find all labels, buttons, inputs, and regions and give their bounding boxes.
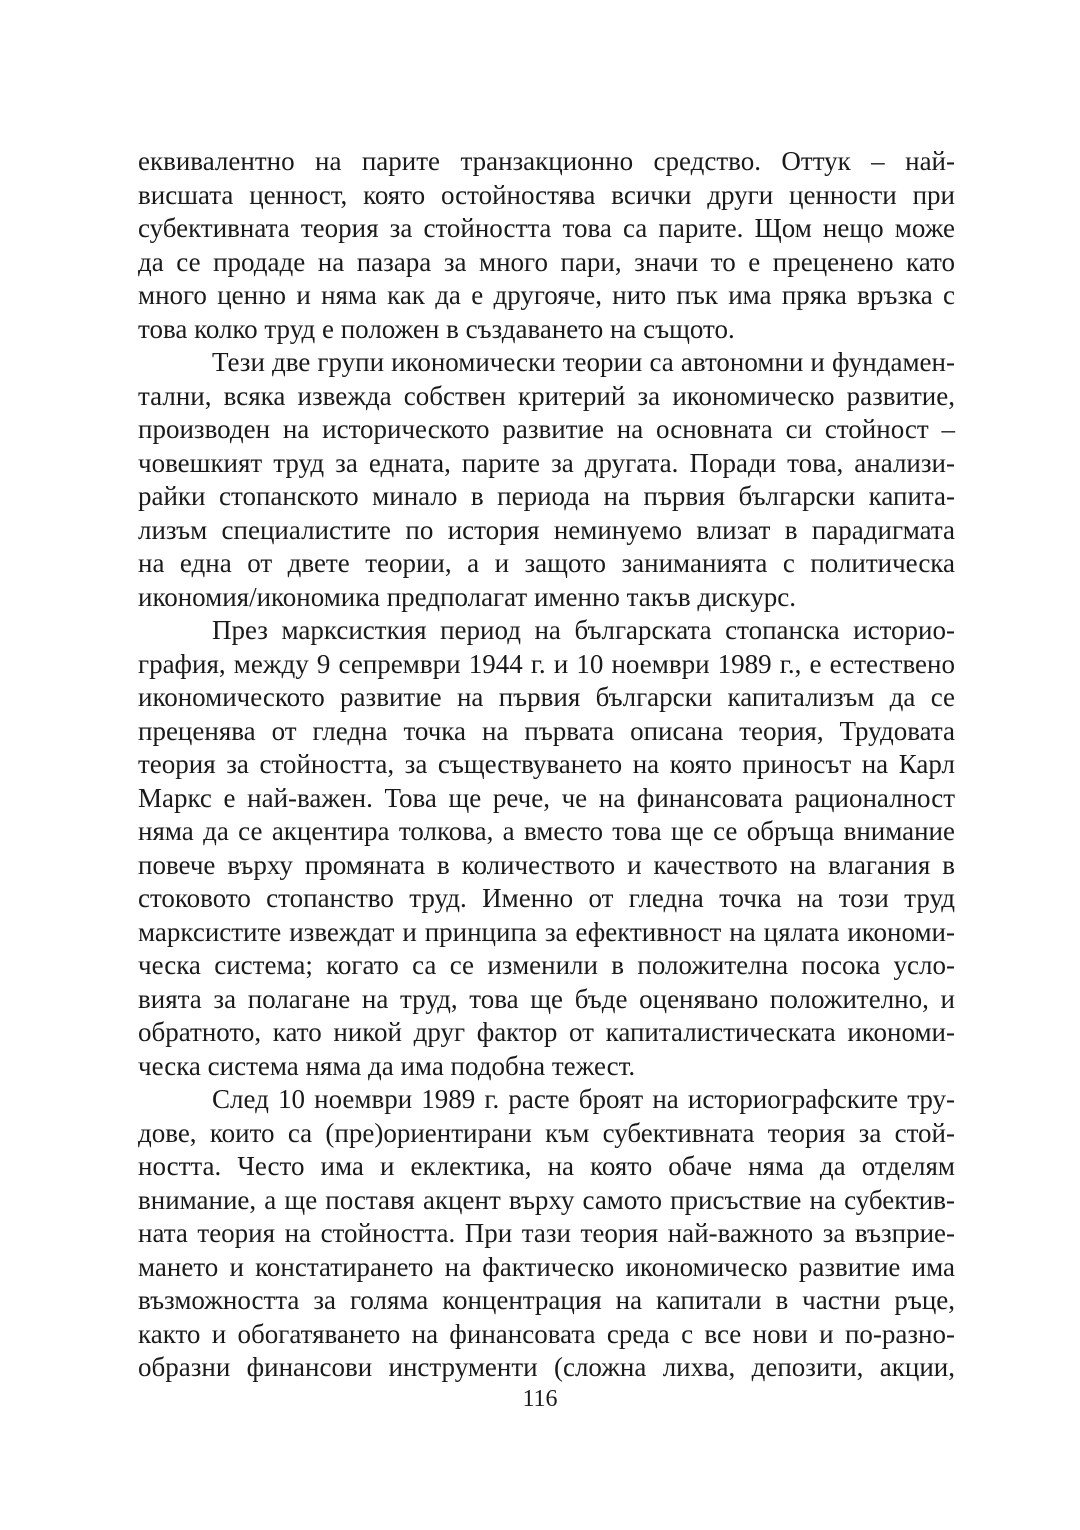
text-line: марксистите извеждат и принципа за ефективност на цялата икономи- [138,916,955,947]
text-line: висшата ценност, която остойностява всички други ценности при [138,179,955,210]
paragraph-4 [138,1083,955,1385]
text-line: графия, между 9 сепрември 1944 г. и 10 ноември 1989 г., е естествено [138,648,955,679]
text-line: субективната теория за стойността това са парите. Щом нещо може [138,213,955,243]
text-line: мането и констатирането на фактическо икономическо развитие има [138,1251,955,1282]
text-line: стоковото стопанство труд. Именно от гледна точка на този труд [138,883,955,913]
text-line: ческа система няма да има подобна тежест. [138,1050,636,1081]
text-line: ната теория на стойността. При тази теория най-важното за възприе- [138,1218,955,1248]
text-line: производен на историческото развитие на основната си стойност – [138,414,955,444]
text-line: обратното, като никой друг фактор от капиталистическата икономи- [138,1017,955,1047]
body-text [138,145,955,1385]
text-line: Тези две групи икономически теории са автономни и фундамен- [212,347,955,377]
text-line: внимание, а ще поставя акцент върху самото присъствие на субектив- [138,1184,955,1215]
text-line: няма да се акцентира толкова, а вместо това ще се обръща внимание [138,816,955,846]
paragraph-2 [138,346,955,614]
text-line: повече върху промяната в количеството и качеството на влагания в [138,849,955,880]
text-line: преценява от гледна точка на първата описана теория, Трудовата [138,715,955,746]
text-line: ческа система; когато са се изменили в положителна посока усло- [138,950,955,980]
text-line: на една от двете теории, а и защото заниманията с политическа [138,548,955,578]
paragraph-1 [138,145,955,346]
text-line: Маркс е най-важен. Това ще рече, че на финансовата рационалност [138,782,955,813]
text-line: райки стопанското минало в периода на първия български капита- [138,481,955,511]
text-line: това колко труд е положен в създаването на същото. [138,313,735,344]
text-line: образни финансови инструменти (сложна лихва, депозити, акции, [138,1352,955,1382]
text-line: лизъм специалистите по история неминуемо влизат в парадигмата [138,514,955,545]
paragraph-3 [138,614,955,1083]
text-line: възможността за голяма концентрация на капитали в частни ръце, [138,1285,955,1315]
text-line: икономия/икономика предполагат именно такъв дискурс. [138,581,796,612]
text-line: както и обогатяването на финансовата среда с все нови и по-разно- [138,1318,955,1349]
text-line: теория за стойността, за съществуването на която приносът на Карл [138,749,955,779]
text-line: вията за полагане на труд, това ще бъде оценявано положително, и [138,983,955,1014]
text-line: да се продаде на пазара за много пари, значи то е преценено като [138,246,955,277]
text-line: ността. Често има и еклектика, на която обаче няма да отделям [138,1151,955,1181]
text-line: много ценно и няма как да е другояче, нито пък има пряка връзка с [138,280,955,310]
page-number: 116 [522,1386,558,1412]
text-line: тални, всяка извежда собствен критерий за икономическо развитие, [138,380,955,411]
text-line: човешкият труд за едната, парите за другата. Поради това, анализи- [138,447,955,478]
text-line: дове, които са (пре)ориентирани към субективната теория за стой- [138,1117,955,1148]
text-line: еквивалентно на парите транзакционно средство. Оттук – най- [138,146,955,176]
text-line: икономическото развитие на първия български капитализъм да се [138,682,955,712]
text-line: След 10 ноември 1989 г. расте броят на историографските тру- [212,1084,955,1114]
text-line: През марксисткия период на българската стопанска историо- [212,615,955,645]
